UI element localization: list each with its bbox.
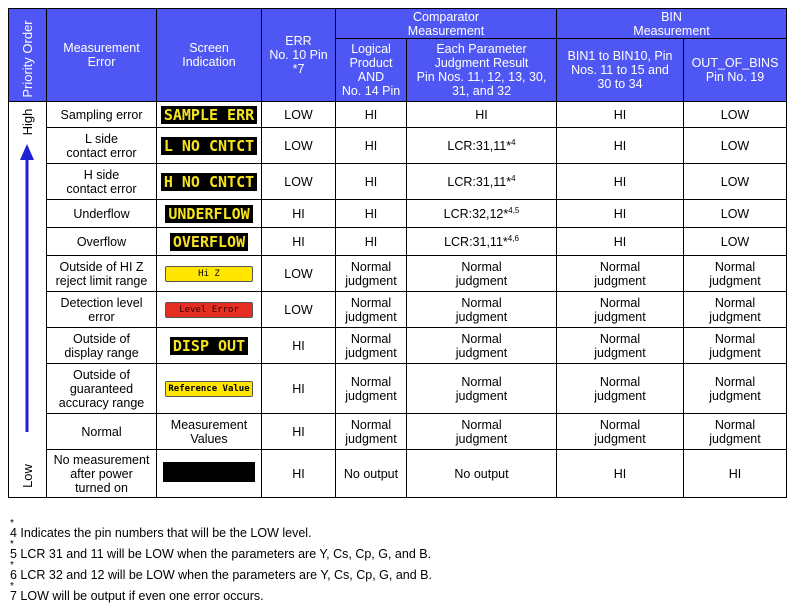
error-cell [47,164,157,200]
err-cell: HI [262,328,336,364]
footnote-text: 7 LOW will be output if even one error occurs. [10,589,264,603]
out-of-bins-header [684,39,787,102]
header-line: Error [87,55,116,69]
param-value: LCR:31,11* [447,138,512,153]
header-line: 30 to 34 [597,77,643,91]
header-line: Logical [351,42,391,56]
underflow-display: UNDERFLOW [165,205,252,223]
table-row [9,128,787,164]
cell-line: Outside of [73,367,130,382]
bin-cell [557,292,684,328]
param-cell [407,256,557,292]
logical-product-header [336,39,407,102]
footnote-text: 4 Indicates the pin numbers that will be the LOW level. [10,526,312,540]
reference-value-display: Reference Value [165,381,253,397]
err-cell: LOW [262,292,336,328]
bin-cell: HI [557,228,684,256]
err-cell: LOW [262,164,336,200]
screen-cell [157,228,262,256]
screen-cell: Measurement Values [157,414,262,450]
header-line: Measurement [63,41,140,55]
err-pin-header [262,9,336,102]
priority-low-label: Low [19,464,35,488]
cell-line: judgment [709,345,761,360]
header-line: Screen [189,41,229,55]
error-cell [47,364,157,414]
err-cell: LOW [262,256,336,292]
cell-line: judgment [345,273,397,288]
oob-cell [684,256,787,292]
oob-cell: HI [684,450,787,498]
cell-line: Normal [461,374,502,389]
logic-cell: HI [336,164,407,200]
header-line: 31, and 32 [451,84,512,98]
cell-line: judgment [594,345,646,360]
priority-arrow-icon [9,142,45,442]
cell-line: Normal [461,259,502,274]
screen-cell [157,450,262,498]
header-line: Measurement [633,23,710,38]
oob-cell: LOW [684,128,787,164]
h-no-cntct-display: H NO CNTCT [161,173,257,191]
cell-line: judgment [709,273,761,288]
footnote-text: 5 LCR 31 and 11 will be LOW when the parameters are Y, Cs, Cp, G, and B. [10,547,432,561]
blank-display [163,462,255,482]
bin-cell: HI [557,102,684,128]
logic-cell [336,292,407,328]
cell-line: Normal [461,295,502,310]
footnote [10,519,432,540]
header-line: OUT_OF_BINS [691,56,779,70]
priority-arrow-cell [9,102,47,498]
param-cell [407,292,557,328]
header-line: Comparator [413,9,479,24]
footnote [10,561,432,582]
cell-line: Sampling error [60,107,143,122]
cell-line: accuracy range [58,395,145,410]
oob-cell [684,328,787,364]
oob-cell: LOW [684,102,787,128]
cell-line: judgment [455,309,508,324]
param-cell: HI [407,102,557,128]
param-cell [407,164,557,200]
priority-high-label: High [19,108,35,136]
cell-line: Normal [350,259,392,274]
cell-line: judgment [455,388,508,403]
screen-cell [157,200,262,228]
cell-line: judgment [709,309,761,324]
logic-cell [336,414,407,450]
header-line: No. 14 Pin [341,84,401,98]
screen-cell [157,102,262,128]
cell-line: Normal [714,417,756,432]
error-cell [47,256,157,292]
param-cell [407,200,557,228]
cell-line: turned on [75,480,128,495]
footnote-asterisk: * [10,518,14,529]
cell-line: Normal [599,417,641,432]
priority-order-header [9,9,47,102]
oob-cell [684,292,787,328]
bin-cell [557,364,684,414]
cell-line: Normal [350,295,392,310]
error-cell [47,328,157,364]
error-priority-table [8,8,787,498]
err-cell: HI [262,364,336,414]
param-cell [407,364,557,414]
err-cell: HI [262,200,336,228]
cell-line: after power [70,466,133,481]
cell-line: Normal [599,331,641,346]
footnote [10,540,432,561]
cell-line: judgment [455,273,508,288]
bin-cell: HI [557,128,684,164]
cell-line: contact error [66,145,137,160]
header-line: Judgment Result [434,56,529,70]
cell-line: Outside of HI Z [59,259,144,274]
footnote-text: 6 LCR 32 and 12 will be LOW when the parameters are Y, Cs, Cp, G, and B. [10,568,432,582]
error-cell [47,102,157,128]
bin-cell: HI [557,450,684,498]
cell-line: Normal [599,374,641,389]
footnote-asterisk: * [10,581,14,592]
cell-line: judgment [455,431,508,446]
oob-cell [684,364,787,414]
oob-cell: LOW [684,164,787,200]
priority-order-label: Priority Order [19,20,35,98]
cell-line: No measurement [53,452,150,467]
param-cell [407,128,557,164]
header-line: Indication [182,55,236,69]
hi-z-display: Hi Z [165,266,253,282]
footnote-ref: 4,5 [508,205,520,215]
oob-cell [684,414,787,450]
table-row [9,364,787,414]
cell-line: Normal [350,331,392,346]
param-value: LCR:32,12* [443,206,509,221]
bin-cell [557,414,684,450]
cell-line: judgment [594,309,646,324]
cell-line: Normal [714,259,756,274]
sample-err-display: SAMPLE ERR [161,106,257,124]
screen-cell [157,364,262,414]
logic-cell: HI [336,128,407,164]
param-cell [407,414,557,450]
cell-line: display range [64,345,139,360]
logic-cell: HI [336,228,407,256]
cell-line: Normal [714,331,756,346]
err-cell: LOW [262,102,336,128]
screen-cell [157,292,262,328]
cell-line: judgment [345,388,397,403]
header-line: Measurement [407,23,485,38]
bin-cell [557,328,684,364]
error-cell: Normal [47,414,157,450]
param-cell [407,328,557,364]
table-row [9,450,787,498]
cell-line: judgment [709,388,761,403]
logic-cell: HI [336,102,407,128]
cell-line: judgment [345,431,397,446]
bin-cell: HI [557,164,684,200]
cell-line: Detection level [60,295,143,310]
measurement-error-header [47,9,157,102]
header-line: ERR [285,34,312,48]
header-line: *7 [292,62,305,76]
err-cell: HI [262,414,336,450]
param-cell: No output [407,450,557,498]
err-cell: HI [262,450,336,498]
cell-line: Normal [599,295,641,310]
table-row [9,200,787,228]
error-cell [47,292,157,328]
comparator-measurement-header [336,9,557,39]
cell-line: Normal [714,295,756,310]
cell-line: Normal [714,374,756,389]
bin-cell: HI [557,200,684,228]
disp-out-display: DISP OUT [170,337,248,355]
table-row [9,292,787,328]
cell-line: H side [83,167,120,182]
error-cell: Overflow [47,228,157,256]
table-row [9,328,787,364]
logic-cell [336,256,407,292]
param-value: LCR:31,11* [447,174,512,189]
param-cell [407,228,557,256]
cell-line: Normal [461,417,502,432]
bin-cell [557,256,684,292]
cell-line: guaranteed [69,381,134,396]
screen-cell [157,328,262,364]
footnote-ref: 4 [511,137,516,147]
cell-line: judgment [594,431,646,446]
footnote-asterisk: * [10,560,14,571]
err-cell: LOW [262,128,336,164]
cell-line: judgment [345,309,397,324]
cell-line: L side [85,131,118,146]
table-row [9,164,787,200]
cell-line: reject limit range [55,273,148,288]
cell-line: Outside of [73,331,130,346]
header-line: BIN1 to BIN10, Pin [567,49,673,63]
param-value: LCR:31,11* [444,234,508,249]
table-row [9,228,787,256]
table-row [9,102,787,128]
error-cell [47,128,157,164]
cell-line: contact error [66,181,137,196]
logic-cell: HI [336,200,407,228]
cell-line: judgment [709,431,761,446]
footnote-asterisk: * [10,539,14,550]
footnotes [10,519,432,603]
logic-cell: No output [336,450,407,498]
screen-indication-header [157,9,262,102]
header-line: Each Parameter [436,42,527,56]
cell-line: judgment [345,345,397,360]
table-row [9,414,787,450]
footnote [10,582,432,603]
level-error-display: Level Error [165,302,253,318]
screen-cell [157,128,262,164]
cell-line: judgment [594,273,646,288]
header-line: BIN [661,9,682,24]
header-line: Product [349,56,393,70]
cell-line: Normal [461,331,502,346]
table-row [9,256,787,292]
footnote-ref: 4,6 [507,233,519,243]
oob-cell: LOW [684,228,787,256]
cell-line: Normal [599,259,641,274]
cell-line: Normal [350,374,392,389]
screen-cell [157,164,262,200]
logic-cell [336,364,407,414]
header-line: AND [357,70,385,84]
error-cell: Underflow [47,200,157,228]
footnote-ref: 4 [511,173,516,183]
header-line: No. 10 Pin [269,48,328,62]
oob-cell: LOW [684,200,787,228]
logic-cell [336,328,407,364]
cell-line: judgment [455,345,508,360]
bin1-bin10-header [557,39,684,102]
err-cell: HI [262,228,336,256]
overflow-display: OVERFLOW [170,233,248,251]
header-line: Nos. 11 to 15 and [571,63,669,77]
error-cell [47,450,157,498]
l-no-cntct-display: L NO CNTCT [161,137,257,155]
bin-measurement-header [557,9,787,39]
header-line: Pin No. 19 [705,70,765,84]
cell-line: error [88,309,115,324]
each-parameter-header [407,39,557,102]
screen-cell [157,256,262,292]
cell-line: Normal [350,417,392,432]
header-line: Pin Nos. 11, 12, 13, 30, [416,70,547,84]
cell-line: judgment [594,388,646,403]
